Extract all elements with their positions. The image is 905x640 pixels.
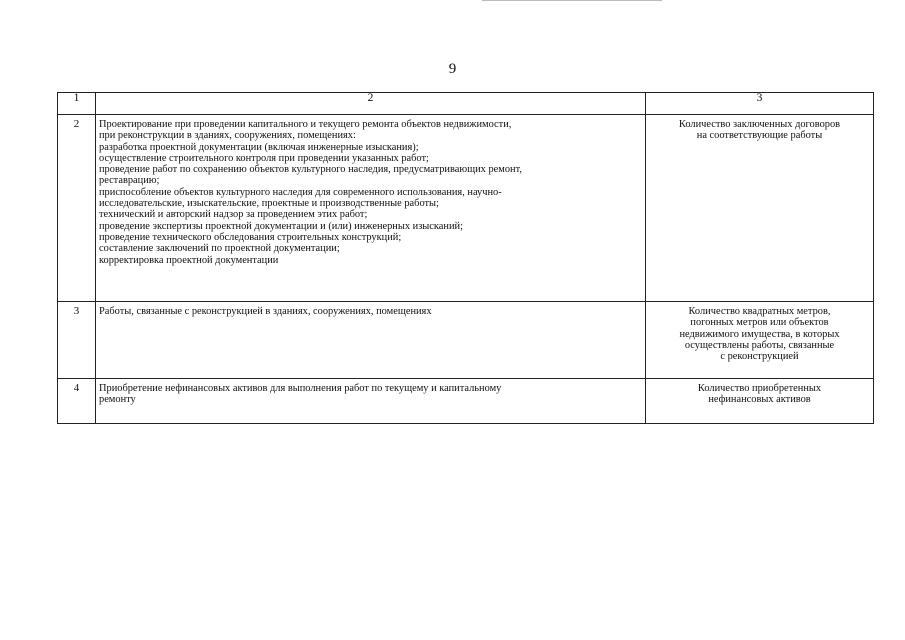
description-line: проведение экспертизы проектной документации и (или) инженерных изысканий; <box>99 220 463 232</box>
row-number: 3 <box>58 302 96 379</box>
description-line: реставрацию; <box>99 175 160 187</box>
row-number: 4 <box>58 379 96 424</box>
row-number: 2 <box>58 115 96 302</box>
table-row <box>58 379 874 424</box>
indicator-line: недвижимого имущества, в которых <box>679 328 840 340</box>
table-row <box>58 302 874 379</box>
row-description <box>96 379 646 424</box>
scan-edge-mark <box>482 0 662 1</box>
indicator-line: погонных метров или объектов <box>690 317 829 329</box>
description-line: корректировка проектной документации <box>99 254 279 266</box>
table-header-row <box>58 93 874 115</box>
description-line: ремонту <box>99 394 136 406</box>
row-indicator <box>646 379 874 424</box>
indicator-line: Количество квадратных метров, <box>688 306 831 317</box>
indicator-line: на соответствующие работы <box>696 130 823 142</box>
column-header-indicator: 3 <box>646 93 874 115</box>
row-indicator <box>646 115 874 302</box>
description-line: Проектирование при проведении капитального и текущего ремонта объектов недвижимости, <box>99 119 512 130</box>
description-line: осуществление строительного контроля при проведении указанных работ; <box>99 152 429 164</box>
description-line: разработка проектной документации (включая инженерные изыскания); <box>99 141 419 153</box>
description-line: технический и авторский надзор за проведением этих работ; <box>99 209 368 221</box>
description-line: приспособление объектов культурного наследия для современного использования, научно- <box>99 186 502 198</box>
indicator-line: нефинансовых активов <box>708 394 811 406</box>
page-number: 9 <box>448 61 457 77</box>
indicator-line: осуществлены работы, связанные <box>684 339 835 351</box>
description-line: исследовательские, изыскательские, проектные и производственные работы; <box>99 198 439 210</box>
table-row <box>58 115 874 302</box>
row-description <box>96 302 646 379</box>
activities-table <box>57 92 874 424</box>
description-line: проведение работ по сохранению объектов культурного наследия, предусматривающих ремонт, <box>99 164 522 176</box>
column-header-description: 2 <box>96 93 646 115</box>
description-line: проведение технического обследования строительных конструкций; <box>99 231 402 243</box>
indicator-line: Количество приобретенных <box>697 383 822 394</box>
description-line: Приобретение нефинансовых активов для выполнения работ по текущему и капитальному <box>99 383 502 394</box>
row-description <box>96 115 646 302</box>
description-line: при реконструкции в зданиях, сооружениях, помещениях: <box>99 130 356 142</box>
column-header-number: 1 <box>58 93 96 115</box>
indicator-line: с реконструкцией <box>720 351 799 363</box>
description-line: составление заключений по проектной документации; <box>99 243 340 255</box>
indicator-line: Количество заключенных договоров <box>678 119 841 130</box>
row-indicator <box>646 302 874 379</box>
description-line: Работы, связанные с реконструкцией в зданиях, сооружениях, помещениях <box>99 306 432 317</box>
